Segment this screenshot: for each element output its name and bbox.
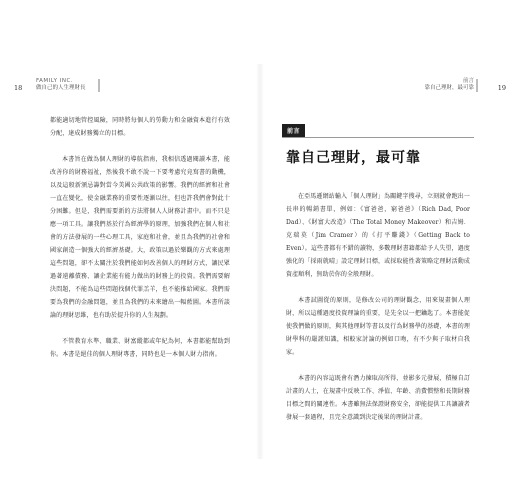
left-running-head-line2: 做自己的人生理財長	[36, 85, 86, 91]
right-paragraph-1: 在亞馬遜網站輸入「個人理財」為關鍵字搜尋，立刻就會跑出一長串的暢銷書單，例如：《富爸爸，窮爸爸》（Rich Dad, Poor Dad）、《財富大改造》（The Total Money Makeover）和吉姆．克瑞莫（Jim Cramer）的《打平賺錢》（Getting Back to Even）。這些書都有不錯的讀物，多數理財書籍都給予人失望，過度強化的「採雨就晴」設定理財目標，或採取能性著策略定理財活動成資產順利，無助於你的全般理財。	[286, 193, 470, 278]
left-body-text	[50, 114, 230, 374]
chapter-title: 靠自己理財，最可靠	[286, 150, 421, 166]
right-page-number: 19	[497, 84, 506, 92]
right-paragraph-2: 本書試圖從的原則，是修改公司的理財觀念，用來規畫個人理財，所以這種過度投資理論的重要，是先全以一把鑰匙了。本書能促使我們做的原則，與其他理財等書以及行為財務學的基礎，本書的理財學科的嚴謹知識，相較家討論的例如口吻，有不少與子取材自我家。	[286, 297, 470, 356]
right-paragraph-3: 本書的內容這既會有潛力揀取高所得，並影多元發展，積極自訂計畫的人士，在規畫中反映工作、淨值、年齡、消費慣整和長期財務目標之間的關連性。本書雖無法保證財務安全，卻能提供工具讓讀者發展一套過程，且完全意識到決定後果的理財計畫。	[286, 375, 470, 421]
left-running-head-line1: FAMILY INC.	[36, 78, 74, 84]
section-label: 前言	[282, 124, 305, 137]
right-running-head-bar	[476, 79, 478, 92]
left-page-number: 18	[14, 84, 23, 92]
right-running-head-line2: 靠自己理財，最可靠	[424, 85, 474, 91]
left-running-head-bar	[98, 79, 100, 92]
left-paragraph-3: 不管教育水準、職業、財富縱都或年紀為何，本書都能幫助到你。本書是絕佳的個人理財專書，同時也是一本個人財力指南。	[50, 338, 230, 358]
section-rule	[282, 137, 474, 138]
left-running-head	[36, 78, 86, 92]
right-body-text	[286, 190, 470, 437]
left-paragraph-1: 都能適切地管控風險，同時將每個人的勞動力和金融資本進行有效分配，達成財務獨立的目標。	[50, 117, 230, 137]
right-running-head-line1: 前言	[462, 78, 474, 84]
left-paragraph-2: 本書旨在做為個人理財的導航指南，我相信透過閱讀本書，能改善你的財務福祉，然後我不敢不說一下要考慮究竟寫書的動機，以及這般新頒忌籌對當今美國公共政策的影響。我們的經濟和社會一直在變化，使金融業務的重要性逐漸以往，但也許我們會對此十分困難。但是，我們需要新的方法將個人人財務計畫中。而不只是應一項工具。讓我們基於行為經濟學的原理，加強我們在個人和社會的方法發展的一些心理工具，家庭和社會，並且為我們的社會和國家創造一個強大的經濟基礎。大，政策以過於樂觀的方式來處理這些問題，卻不太關注於我們能如何改善個人的理財方式，讓民眾過著遠離債務、讓企業能有能力做出的財務上的投資。我們需要解決問題，不能為這些問題找個代罪羔羊，也不能推給國家。我們需要為我們的金融問題，並且為我們的未來繪出一幅藍圖。本書所談論的理財思維，也有助於提升你的人生規劃。	[50, 156, 230, 319]
right-running-head	[424, 78, 474, 92]
